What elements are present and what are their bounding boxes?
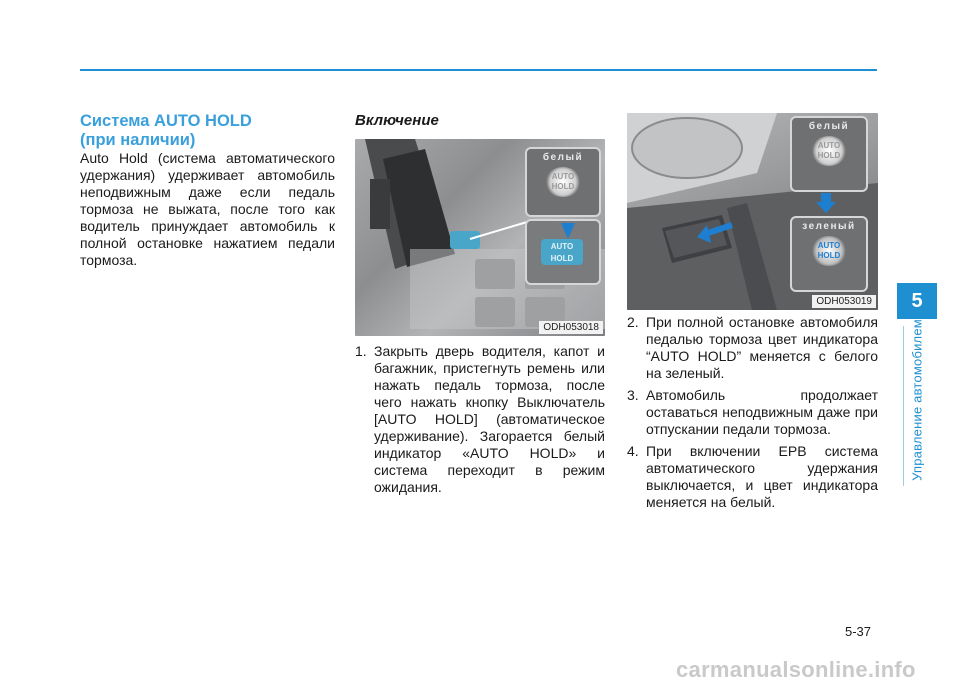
steps-list-part-2 — [627, 314, 878, 516]
step-number: 4. — [627, 443, 639, 459]
intro-paragraph: Auto Hold (система автоматического удержания) удерживает автомобиль неподвижным даже если педаль тормоза не выжата, после того как водитель принуждает автомобиль к полной остановке нажатием педали тормоза. — [80, 150, 335, 268]
figure-code: ODH053019 — [812, 295, 876, 308]
steps-list-part-1 — [355, 343, 605, 501]
white-indicator-inset — [525, 147, 601, 217]
pedal-photo — [627, 113, 878, 310]
list-item — [627, 387, 878, 438]
step-text: При полной остановке автомобиля педалью тормоза цвет индикатора “AUTO HOLD” меняется с белого на зеленый. — [646, 314, 878, 381]
arrow-down-head — [816, 202, 836, 213]
step-number: 2. — [627, 314, 639, 330]
auto-hold-indicator-icon: AUTO HOLD — [545, 167, 581, 197]
step-text: При включении EPB система автоматического удержания выключается, и цвет индикатора меняется на белый. — [646, 443, 878, 510]
page-number: 5-37 — [845, 624, 872, 639]
auto-hold-button: AUTO HOLD — [541, 239, 583, 265]
figure-code: ODH053018 — [539, 321, 603, 334]
press-arrow-icon — [561, 223, 575, 239]
auto-hold-indicator-icon: AUTO HOLD — [811, 136, 847, 166]
list-item — [627, 443, 878, 511]
white-indicator-inset — [790, 116, 868, 192]
step-text: Автомобиль продолжает оставаться неподвижным даже при отпускании педали тормоза. — [646, 387, 878, 437]
indicator-color-label: белый — [808, 121, 850, 132]
list-item — [355, 343, 605, 496]
step-text: Закрыть дверь водителя, капот и багажник, пристегнуть ремень или нажать педаль тормоза, после чего нажать кнопку Выключатель [AUTO HOLD] (автоматическое удерживание). Загорается белый индикатор «AUTO HOLD» и система переходит в режим ожидания. — [374, 343, 605, 495]
indicator-color-label: белый — [542, 152, 584, 163]
top-rule — [80, 69, 877, 71]
chapter-title: Управление автомобилем — [909, 319, 925, 481]
auto-hold-indicator-icon: AUTO HOLD — [811, 236, 847, 266]
section-heading — [80, 112, 335, 150]
indicator-color-label: зеленый — [802, 221, 856, 232]
step-number: 3. — [627, 387, 639, 403]
step-number: 1. — [355, 343, 367, 359]
heading-line-2: (при наличии) — [80, 131, 196, 149]
console-photo — [355, 139, 605, 336]
chapter-tab: 5 — [897, 283, 937, 319]
subheading: Включение — [355, 112, 439, 129]
button-closeup — [525, 219, 601, 285]
sidebar-divider — [903, 326, 904, 486]
heading-line-1: Система AUTO HOLD — [80, 112, 252, 130]
list-item — [627, 314, 878, 382]
green-indicator-inset — [790, 216, 868, 292]
watermark: carmanualsonline.info — [676, 657, 916, 682]
